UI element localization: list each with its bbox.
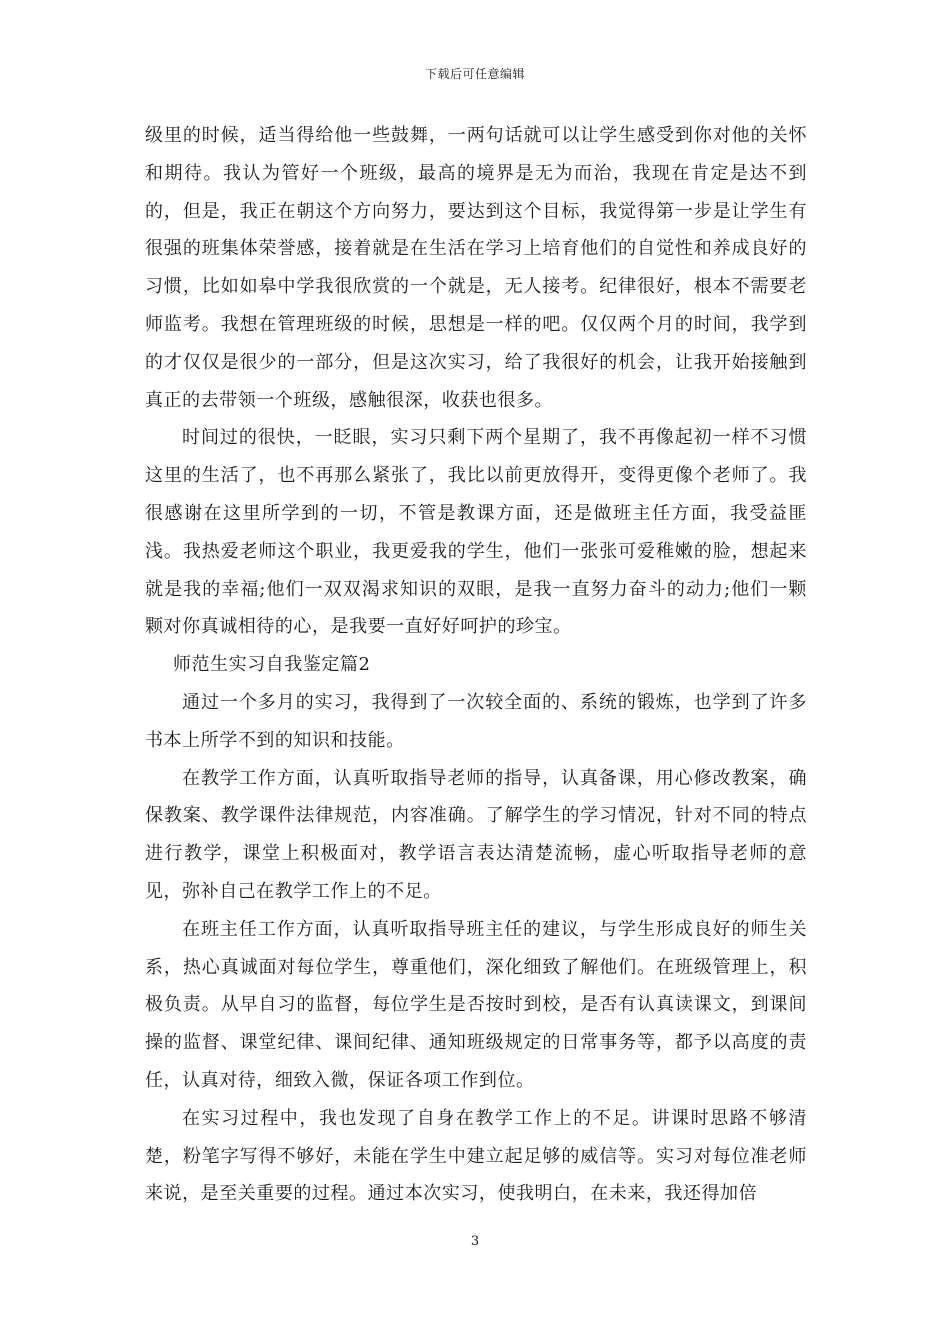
page-header: 下载后可任意编辑 [424,67,525,81]
document-body [145,117,807,1213]
section-heading: 师范生实习自我鉴定篇2 [173,654,371,676]
paragraph: 在实习过程中，我也发现了自身在教学工作上的不足。讲课时思路不够清楚，粉笔字写得不够好，未能在学生中建立起足够的威信等。实习对每位准老师来说，是至关重要的过程。通过本次实习，使我明白，在未来，我还得加倍 [145,1107,807,1205]
paragraph: 在班主任工作方面，认真听取指导班主任的建议，与学生形成良好的师生关系，热心真诚面对每位学生，尊重他们，深化细致了解他们。在班级管理上，积极负责。从早自习的监督，每位学生是否按时到校，是否有认真读课文，到课间操的监督、课堂纪律、课间纪律、通知班级规定的日常事务等，都予以高度的责任，认真对待，细致入微，保证各项工作到位。 [145,918,807,1091]
paragraph: 在教学工作方面，认真听取指导老师的指导，认真备课，用心修改教案，确保教案、教学课件法律规范，内容准确。了解学生的学习情况，针对不同的特点进行教学，课堂上积极面对，教学语言表达清楚流畅，虚心听取指导老师的意见，弥补自己在教学工作上的不足。 [145,767,807,902]
paragraph-continuation: 级里的时候，适当得给他一些鼓舞，一两句话就可以让学生感受到你对他的关怀和期待。我认为管好一个班级，最高的境界是无为而治，我现在肯定是达不到的，但是，我正在朝这个方向努力，要达到这个目标，我觉得第一步是让学生有很强的班集体荣誉感，接着就是在生活在学习上培育他们的自觉性和养成良好的习惯，比如如皋中学我很欣赏的一个就是，无人接考。纪律很好，根本不需要老师监考。我想在管理班级的时候，思想是一样的吧。仅仅两个月的时间，我学到的才仅仅是很少的一部分，但是这次实习，给了我很好的机会，让我开始接触到真正的去带领一个班级，感触很深，收获也很多。 [145,125,807,411]
paragraph: 时间过的很快，一眨眼，实习只剩下两个星期了，我不再像起初一样不习惯这里的生活了，也不再那么紧张了，我比以前更放得开，变得更像个老师了。我很感谢在这里所学到的一切，不管是教课方面，还是做班主任方面，我受益匪浅。我热爱老师这个职业，我更爱我的学生，他们一张张可爱稚嫩的脸，想起来就是我的幸福;他们一双双渴求知识的双眼，是我一直努力奋斗的动力;他们一颗颗对你真诚相待的心，是我要一直好好呵护的珍宝。 [145,427,807,638]
page-number: 3 [470,1234,480,1249]
paragraph: 通过一个多月的实习，我得到了一次较全面的、系统的锻炼，也学到了许多书本上所学不到的知识和技能。 [145,691,807,751]
